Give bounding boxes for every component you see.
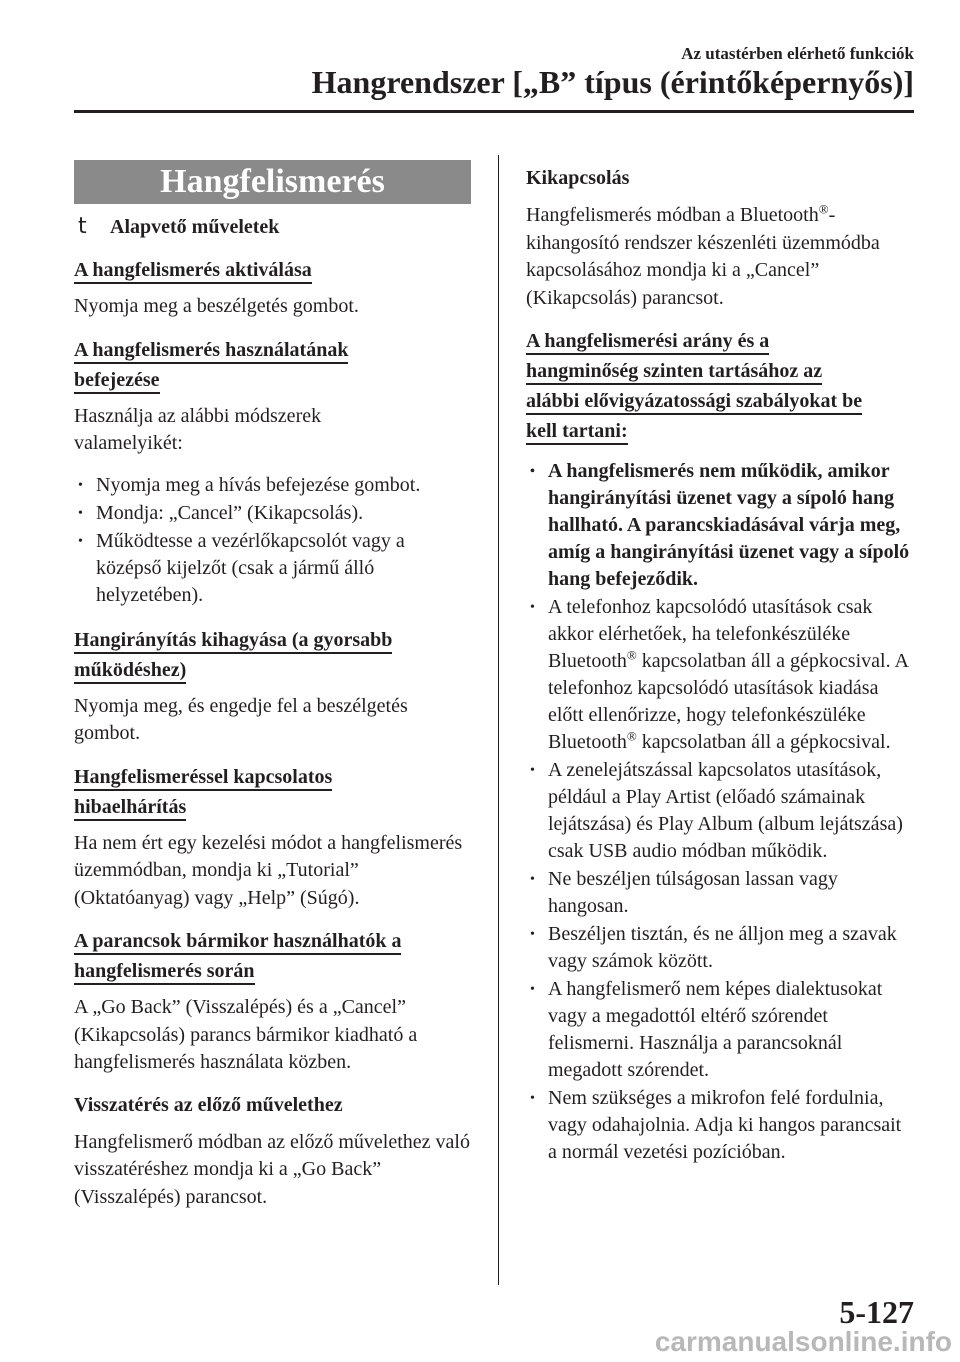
chapter-subtitle: Az utastérben elérhető funkciók	[681, 44, 914, 63]
heading-precautions: A hangfelismerési arány és a hangminőség szinten tartásához az alábbi elővigyázatossági szabályokat be kell tartani:	[526, 326, 914, 446]
list-item: • A zenelejátszással kapcsolatos utasítások, például a Play Artist (előadó számainak lejátszása) és Play Album (album lejátszása) csak USB audio módban működik.	[526, 757, 914, 865]
list-item: • A telefonhoz kapcsolódó utasítások csak akkor elérhetőek, ha telefonkészüléke Bluetooth® kapcsolatban áll a gépkocsival. A telefonhoz kapcsolódó utasítások kiadása előtt ellenőrizze, hogy telefonkészüléke Bluetooth® kapcsolatban áll a gépkocsival.	[526, 594, 914, 756]
paragraph-troubleshooting: Ha nem ért egy kezelési módot a hangfelismerés üzemmódban, mondja ki „Tutorial” (Oktatóanyag) vagy „Help” (Súgó).	[74, 831, 463, 909]
paragraph-activation: Nyomja meg a beszélgetés gombot.	[74, 295, 359, 317]
list-item: • Nyomja meg a hívás befejezése gombot.	[74, 472, 474, 499]
list-item: • Beszéljen tisztán, és ne álljon meg a szavak vagy számok között.	[526, 921, 914, 975]
subsection-title: Alapvető műveletek	[110, 216, 280, 238]
heading-troubleshooting: Hangfelismeréssel kapcsolatos hibaelhárítás	[74, 762, 474, 822]
column-divider	[498, 155, 499, 1285]
heading-activation: A hangfelismerés aktiválása	[74, 255, 474, 285]
paragraph-end-usage: Használja az alábbi módszerek valamelyikét:	[74, 404, 322, 454]
section-marker-icon: t	[78, 214, 87, 239]
page-number: 5-127	[839, 1294, 914, 1330]
paragraph-anytime-commands: A „Go Back” (Visszalépés) és a „Cancel” (Kikapcsolás) parancs bármikor kiadható a hangfelismerés használata közben.	[74, 996, 418, 1073]
subsection-heading	[74, 216, 474, 239]
heading-end-usage: A hangfelismerés használatának befejezése	[74, 335, 474, 395]
end-usage-list	[74, 472, 474, 609]
heading-go-back: Visszatérés az előző művelethez	[74, 1093, 343, 1116]
heading-anytime-commands: A parancsok bármikor használhatók a hangfelismerés során	[74, 926, 474, 986]
precautions-list	[526, 458, 914, 1166]
paragraph-go-back: Hangfelismerő módban az előző művelethez való visszatéréshez mondja ki a „Go Back” (Visszalépés) parancsot.	[74, 1130, 470, 1208]
header-rule	[74, 110, 914, 113]
paragraph-cancel: Hangfelismerés módban a Bluetooth®-kihangosító rendszer készenléti üzemmódba kapcsolásához mondja ki a „Cancel” (Kikapcsolás) parancsot.	[526, 201, 880, 309]
watermark: carmanualsonline.info	[654, 1326, 952, 1357]
right-column	[526, 160, 914, 1182]
list-item: • Nem szükséges a mikrofon felé fordulnia, vagy odahajolnia. Adja ki hangos parancsait a normál vezetési pozícióban.	[526, 1085, 914, 1166]
list-item: • Működtesse a vezérlőkapcsolót vagy a középső kijelzőt (csak a jármű álló helyzetében).	[74, 528, 474, 609]
list-item: • A hangfelismerő nem képes dialektusokat vagy a megadottól eltérő szórendet felismerni. Használja a parancsoknál megadott szórendet.	[526, 976, 914, 1084]
list-item: • Mondja: „Cancel” (Kikapcsolás).	[74, 500, 474, 527]
list-item: • A hangfelismerés nem működik, amikor hangirányítási üzenet vagy a sípoló hang hallható. A parancskiadásával várja meg, amíg a hangirányítási üzenet vagy a sípoló hang befejeződik.	[526, 458, 914, 593]
paragraph-skip-guidance: Nyomja meg, és engedje fel a beszélgetés gombot.	[74, 694, 408, 744]
left-column	[74, 160, 474, 1225]
section-banner: Hangfelismerés	[74, 160, 471, 204]
heading-skip-guidance: Hangirányítás kihagyása (a gyorsabb működéshez)	[74, 625, 474, 685]
list-item: • Ne beszéljen túlságosan lassan vagy hangosan.	[526, 866, 914, 920]
heading-cancel: Kikapcsolás	[526, 167, 630, 189]
chapter-title: Hangrendszer [„B” típus (érintőképernyős)]	[311, 64, 914, 100]
